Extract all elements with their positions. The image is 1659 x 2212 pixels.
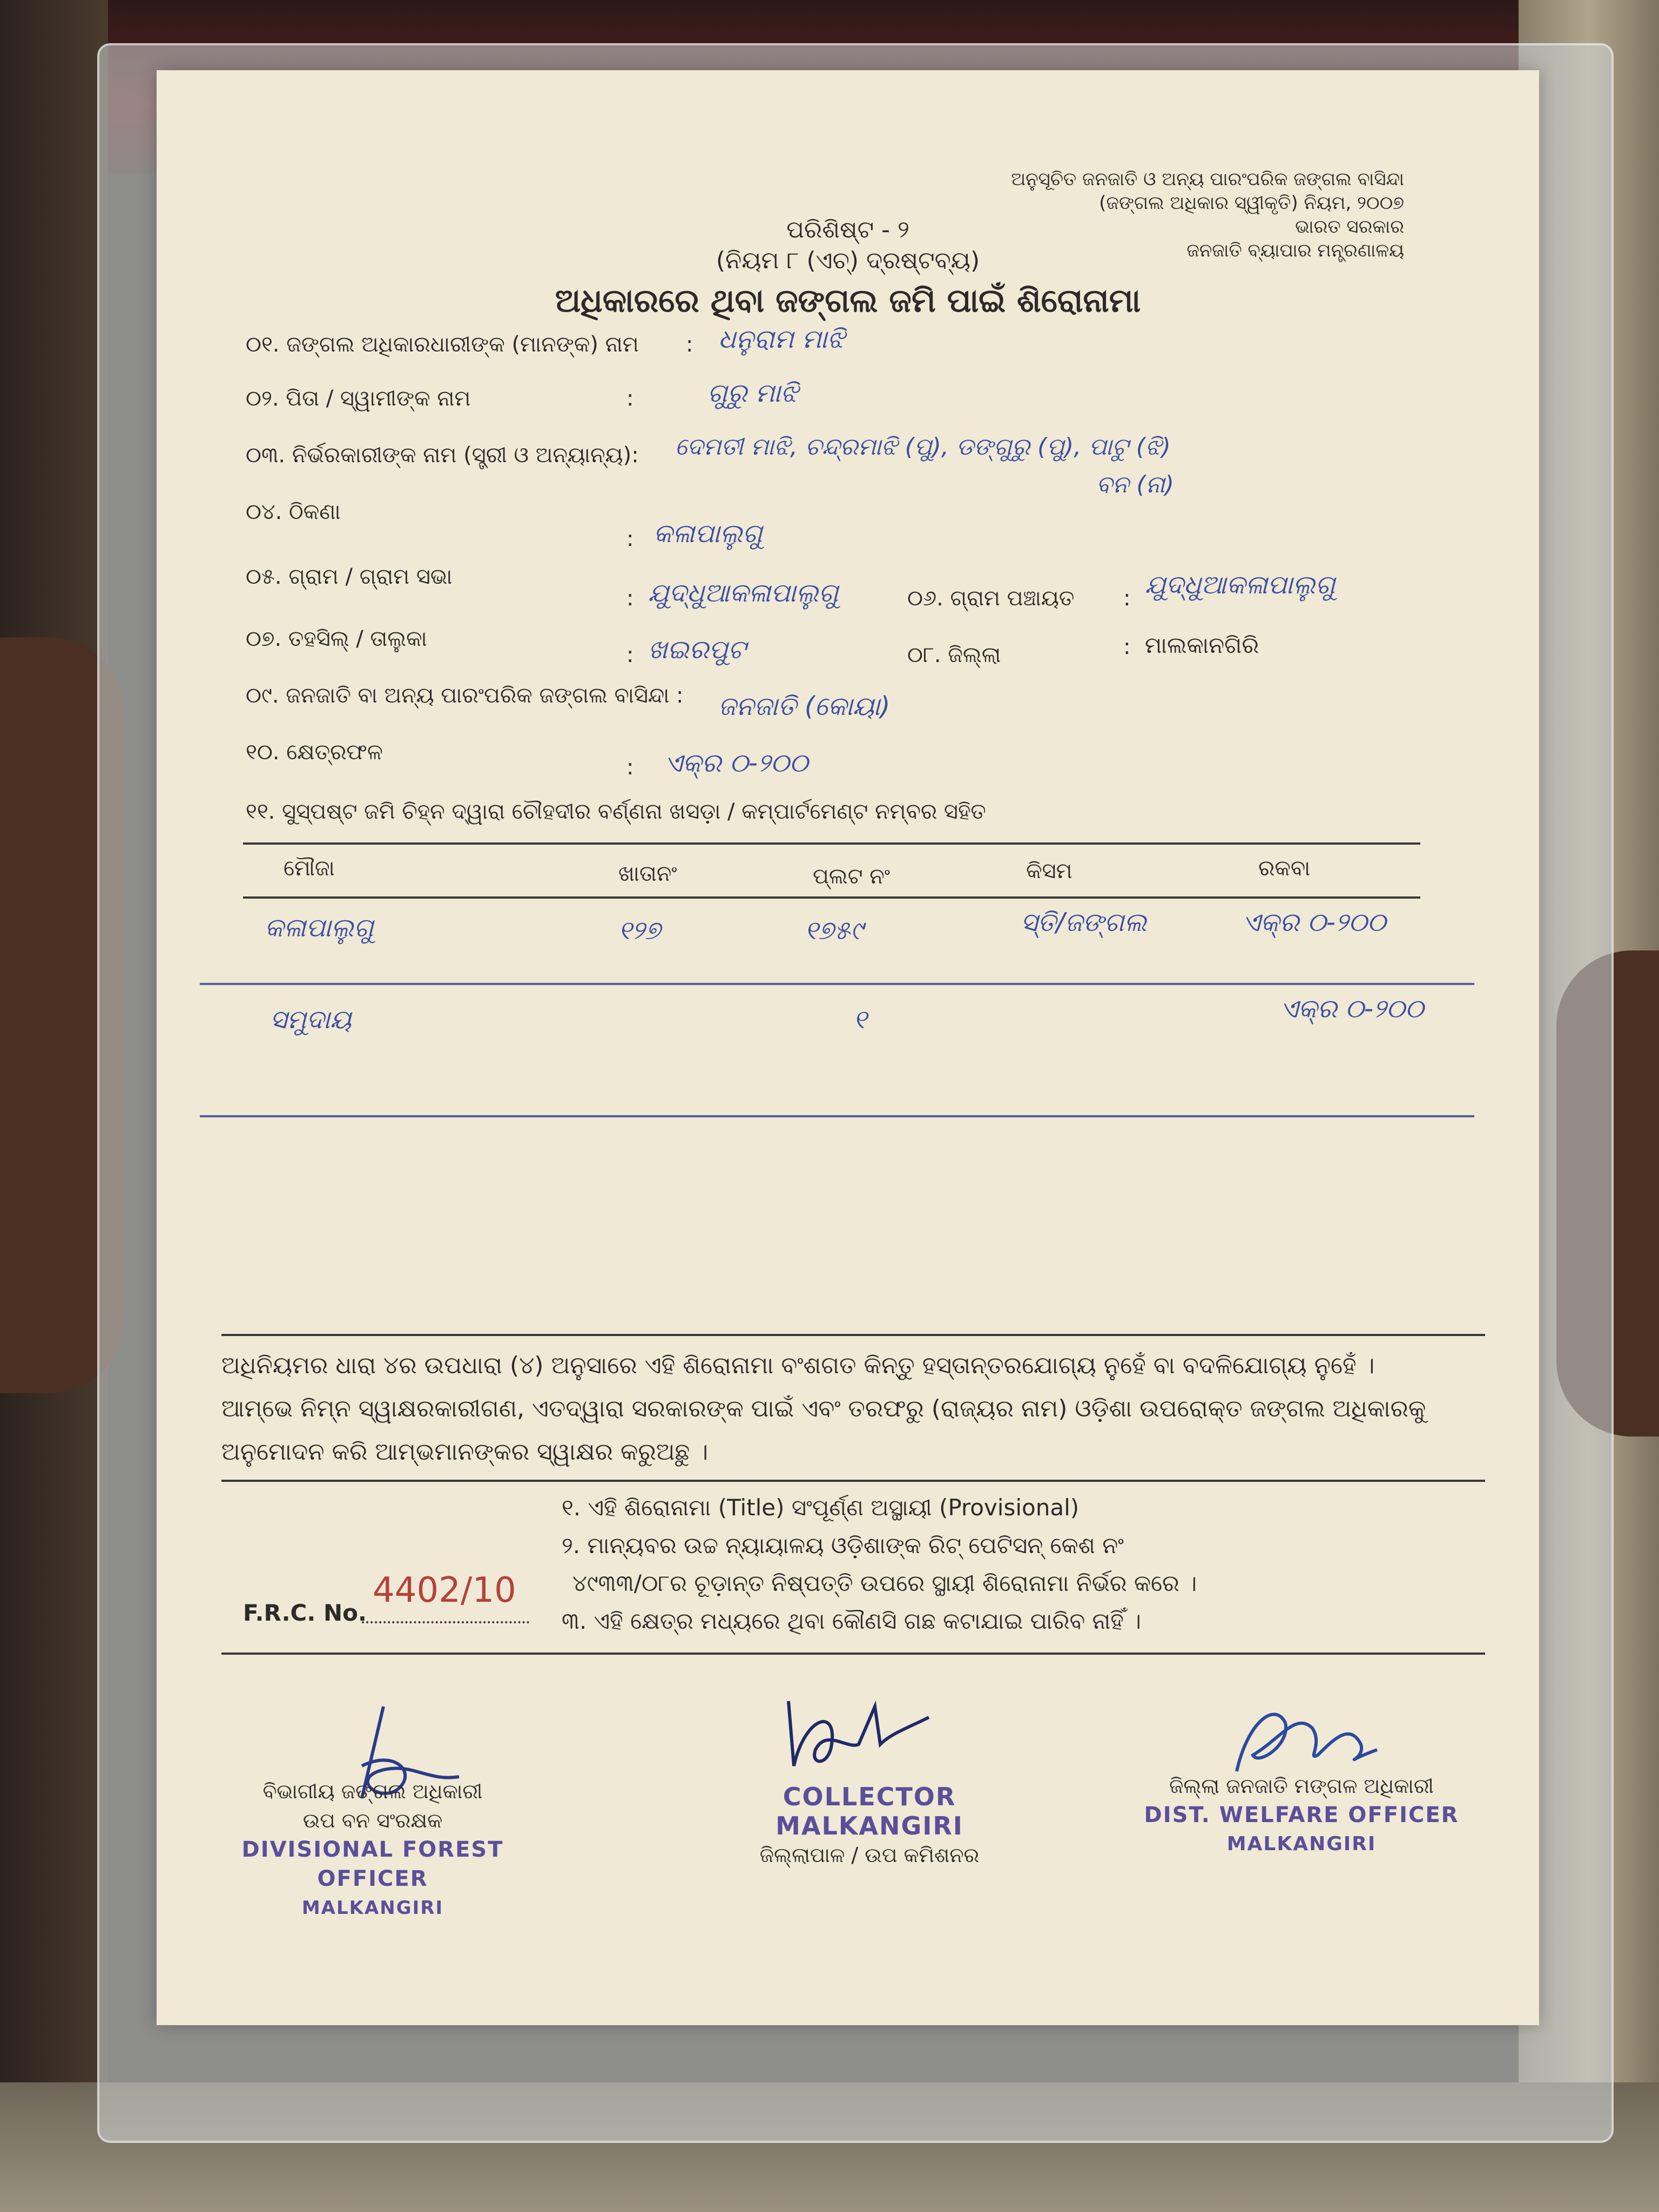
table-cell-khata: ୧୨୭ bbox=[618, 915, 661, 946]
dwo-title: ଜିଲ୍ଲା ଜନଜାତି ମଙ୍ଗଳ ଅଧିକାରୀ bbox=[1169, 1774, 1434, 1798]
collector-signature bbox=[767, 1685, 945, 1793]
declaration-line-1: ଅଧିନିୟମର ଧାରା ୪ର ଉପଧାରା (୪) ଅନୁସାରେ ଏହି ଶିରୋନାମା ବଂଶଗତ କିନ୍ତୁ ହସ୍ତାନ୍ତରଯୋଗ୍ୟ ନୁହେଁ ବା ବଦଳିଯୋଗ୍ୟ ନୁହେଁ । bbox=[221, 1352, 1375, 1379]
field-02-label: ୦୨. ପିତା / ସ୍ୱାମୀଙ୍କ ନାମ bbox=[246, 386, 471, 411]
field-05-value: ଯୁଦ୍ଧୁଆକଳାପାଲୁଗୁ bbox=[648, 578, 839, 608]
field-01-value: ଧନୁରାମ ମାଝି bbox=[718, 324, 845, 354]
field-11-label: ୧୧. ସୁସ୍ପଷ୍ଟ ଜମି ଚିହ୍ନ ଦ୍ୱାରା ଚୌହଦୀର ବର୍ଣ୍ଣନା ଖସଡ଼ା / କମ୍ପାର୍ଟମେଣ୍ଟ ନମ୍ବର ସହିତ bbox=[246, 799, 986, 824]
collector-stamp-line-2: MALKANGIRI bbox=[775, 1811, 963, 1840]
field-02-value: ଗୁରୁ ମାଝି bbox=[707, 378, 798, 408]
declaration-line-2: ଆମ୍ଭେ ନିମ୍ନ ସ୍ୱାକ୍ଷରକାରୀଗଣ, ଏତଦ୍ୱାରା ସରକାରଙ୍କ ପାଇଁ ଏବଂ ତରଫରୁ (ରାଜ୍ୟର ନାମ) ଓଡ଼ିଶା ଉପରୋକ୍ତ ଜଙ୍ଗଲ ଅଧିକାରକୁ bbox=[221, 1395, 1426, 1422]
table-header-kisam: କିସମ bbox=[1026, 859, 1073, 884]
table-header-mouza: ମୌଜା bbox=[284, 856, 335, 881]
authority-line-4: ଜନଜାତି ବ୍ୟାପାର ମନ୍ତ୍ରଣାଳୟ bbox=[1186, 240, 1404, 261]
field-09-label: ୦୯. ଜନଜାତି ବା ଅନ୍ୟ ପାରଂପରିକ ଜଙ୍ଗଲ ବାସିନ୍ଦା : bbox=[246, 683, 684, 708]
field-07-colon: : bbox=[626, 643, 634, 667]
collector-stamp-line-1: COLLECTOR bbox=[783, 1782, 956, 1811]
field-01-colon: : bbox=[686, 332, 693, 357]
dwo-stamp-line-1: DIST. WELFARE OFFICER bbox=[1144, 1803, 1459, 1827]
field-09-value: ଜନଜାତି (କୋୟା) bbox=[718, 691, 891, 721]
table-header-khata: ଖାତାନଂ bbox=[618, 861, 677, 886]
table-total-count: ୧ bbox=[853, 1004, 867, 1035]
field-03-value: ଦେମତୀ ମାଝି, ଚନ୍ଦ୍ରମାଝି (ପୁ), ଡଙ୍ଗୁରୁ (ପୁ), ପାଟୁ (ଝି) bbox=[675, 433, 1171, 461]
table-header-area: ରକବା bbox=[1258, 856, 1311, 881]
field-04-value: କଳାପାଲୁଗୁ bbox=[653, 518, 763, 549]
dwo-signatory bbox=[1107, 1771, 1496, 1859]
field-06-colon: : bbox=[1123, 586, 1131, 611]
field-02-colon: : bbox=[626, 386, 634, 411]
dfo-signatory bbox=[189, 1777, 556, 1923]
collector-signatory bbox=[718, 1782, 1021, 1870]
declaration-line-3: ଅନୁମୋଦନ କରି ଆମ୍ଭମାନଙ୍କର ସ୍ୱାକ୍ଷର କରୁଅଛୁ । bbox=[221, 1438, 709, 1466]
field-06-label: ୦୬. ଗ୍ରାମ ପଞ୍ଚାୟତ bbox=[907, 586, 1075, 611]
note-2: ୨. ମାନ୍ୟବର ଉଚ୍ଚ ନ୍ୟାୟାଳୟ ଓଡ଼ିଶାଙ୍କ ରିଟ୍ ପେଟିସନ୍ କେଶ ନଂ bbox=[562, 1532, 1124, 1559]
authority-line-3: ଭାରତ ସରକାର bbox=[1295, 216, 1404, 238]
field-06-value: ଯୁଦ୍ଧୁଆକଳାପାଲୁଗୁ bbox=[1145, 570, 1336, 600]
frc-label: F.R.C. No. bbox=[243, 1600, 367, 1626]
field-04-colon: : bbox=[626, 527, 634, 551]
table-cell-kisam: ସ୍ତି/ଜଙ୍ଗଲ bbox=[1021, 907, 1147, 938]
field-03-value-line2: ବନ (ନା) bbox=[1096, 471, 1175, 498]
frc-number: 4402/10 bbox=[373, 1570, 516, 1610]
field-01-label: ୦୧. ଜଙ୍ଗଲ ଅଧିକାରଧାରୀଙ୍କ (ମାନଙ୍କ) ନାମ bbox=[246, 332, 639, 357]
dfo-subtitle: ଉପ ବନ ସଂରକ୍ଷକ bbox=[302, 1809, 443, 1832]
table-total-area: ଏକ୍ର ୦-୨୦୦ bbox=[1280, 994, 1424, 1024]
frc-dotted-line bbox=[362, 1621, 529, 1623]
field-10-colon: : bbox=[626, 755, 634, 780]
title-block bbox=[157, 216, 1539, 320]
table-total-label: ସମୁଦାୟ bbox=[270, 1004, 352, 1035]
declaration-bottom-rule bbox=[221, 1480, 1485, 1482]
field-07-label: ୦୭. ତହସିଲ୍ / ତାଲୁକା bbox=[246, 626, 427, 651]
dfo-stamp-line-2: MALKANGIRI bbox=[301, 1897, 444, 1919]
note-1: ୧. ଏହି ଶିରୋନାମା (Title) ସଂପୂର୍ଣ୍ଣ ଅସ୍ଥାୟୀ (Provisional) bbox=[562, 1494, 1080, 1521]
field-05-colon: : bbox=[626, 586, 634, 611]
table-header-rule bbox=[243, 896, 1420, 899]
dfo-title: ବିଭାଗୀୟ ଜଙ୍ଗଲ ଅଧିକାରୀ bbox=[262, 1779, 483, 1803]
field-07-value: ଖଇରପୁଟ bbox=[648, 635, 746, 665]
document-title: ଅଧିକାରରେ ଥିବା ଜଙ୍ଗଲ ଜମି ପାଇଁ ଶିରୋନାମା bbox=[555, 282, 1141, 320]
declaration-top-rule bbox=[221, 1334, 1485, 1336]
note-3: ୩. ଏହି କ୍ଷେତ୍ର ମଧ୍ୟରେ ଥିବା କୌଣସି ଗଛ କଟାଯାଇ ପାରିବ ନାହିଁ । bbox=[562, 1608, 1141, 1634]
table-top-rule bbox=[243, 842, 1420, 845]
table-cell-mouza: କଳାପାଲୁଗୁ bbox=[265, 913, 374, 943]
field-08-label: ୦୮. ଜିଲ୍ଲା bbox=[907, 643, 1001, 667]
annexure-label: ପରିଶିଷ୍ଟ - ୨ bbox=[786, 216, 909, 244]
field-04-label: ୦୪. ଠିକଣା bbox=[246, 500, 341, 524]
table-bottom-rule bbox=[200, 1115, 1474, 1117]
dfo-stamp-line-1: DIVISIONAL FOREST OFFICER bbox=[241, 1837, 504, 1891]
table-header-plot: ପ୍ଲଟ ନଂ bbox=[813, 864, 890, 889]
field-03-label: ୦୩. ନିର୍ଭରକାରୀଙ୍କ ନାମ (ସ୍ତ୍ରୀ ଓ ଅନ୍ୟାନ୍ୟ): bbox=[246, 443, 639, 468]
field-10-label: ୧୦. କ୍ଷେତ୍ରଫଳ bbox=[246, 740, 383, 765]
table-row-rule bbox=[200, 983, 1474, 985]
authority-line-1: ଅନୁସୂଚିତ ଜନଜାତି ଓ ଅନ୍ୟ ପାରଂପରିକ ଜଙ୍ଗଲ ବାସିନ୍ଦା bbox=[1011, 168, 1404, 190]
table-cell-area: ଏକ୍ର ୦-୨୦୦ bbox=[1242, 907, 1386, 938]
field-10-value: ଏକ୍ର ୦-୨୦୦ bbox=[664, 748, 808, 778]
table-cell-plot: ୧୭୫୯ bbox=[805, 915, 864, 946]
field-05-label: ୦୫. ଗ୍ରାମ / ଗ୍ରାମ ସଭା bbox=[246, 564, 453, 589]
dwo-stamp-line-2: MALKANGIRI bbox=[1226, 1833, 1377, 1855]
field-08-value: ମାଲକାନଗିରି bbox=[1145, 632, 1259, 658]
notes-bottom-rule bbox=[221, 1653, 1485, 1655]
note-2-continued: ୪୯୩୩/୦୮ର ଚୂଡ଼ାନ୍ତ ନିଷ୍ପତ୍ତି ଉପରେ ସ୍ଥାୟୀ ଶିରୋନାମା ନିର୍ଭର କରେ । bbox=[572, 1570, 1197, 1596]
certificate-document bbox=[157, 70, 1539, 2025]
authority-line-2: (ଜଙ୍ଗଲ ଅଧିକାର ସ୍ୱୀକୃତି) ନିୟମ, ୨୦୦୭ bbox=[1099, 192, 1404, 214]
rule-reference: (ନିୟମ ୮ (ଏଚ୍) ଦ୍ରଷ୍ଟବ୍ୟ) bbox=[716, 247, 980, 274]
field-08-colon: : bbox=[1123, 635, 1131, 659]
collector-title: ଜିଲ୍ଲାପାଳ / ଉପ କମିଶନର bbox=[759, 1843, 980, 1867]
